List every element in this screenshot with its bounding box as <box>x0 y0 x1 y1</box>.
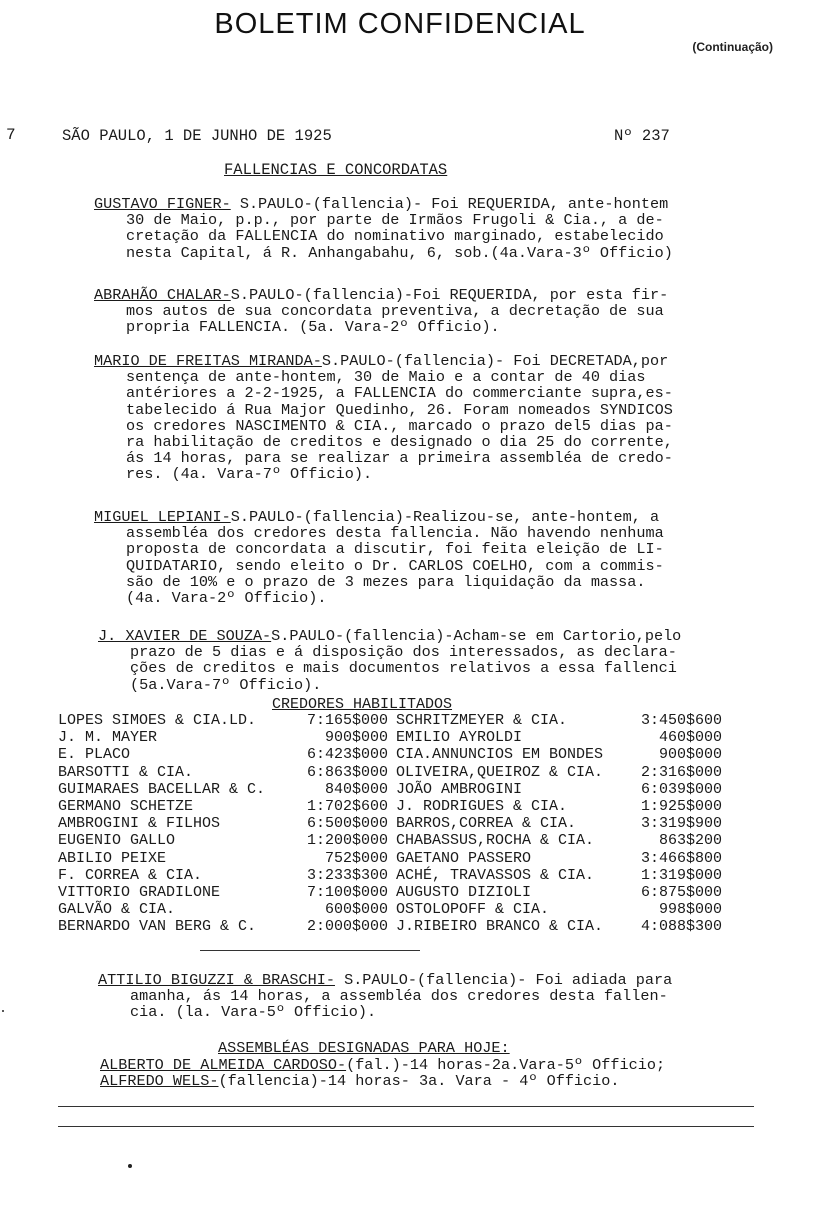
creditor-name: BERNARDO VAN BERG & C. <box>58 918 257 936</box>
creditor-name: CIA.ANNUNCIOS EM BONDES <box>396 746 604 764</box>
assembly-detail: (fallencia)-14 horas- 3a. Vara - 4º Officio. <box>218 1072 620 1091</box>
entry-line: S.PAULO-(fallencia)- Foi DECRETADA,por <box>321 352 669 370</box>
creditor-amount: 6:500$000 <box>306 815 388 833</box>
creditors-table <box>58 712 722 936</box>
entry-line: (4a. Vara-2º Officio). <box>126 589 327 608</box>
creditor-row <box>58 832 722 849</box>
entry-line: S.PAULO-(fallencia)-Foi REQUERIDA, por esta fir- <box>230 286 669 304</box>
creditor-amount: 752$000 <box>324 849 388 867</box>
creditor-row <box>58 884 722 901</box>
entry-line: (5a.Vara-7º Officio). <box>130 675 322 694</box>
masthead-title: BOLETIM CONFIDENCIAL <box>214 8 586 40</box>
creditor-row <box>58 798 722 815</box>
entry-mario-de-freitas-miranda <box>94 353 673 483</box>
creditor-amount: 3:233$300 <box>306 866 388 884</box>
creditor-amount: 863$200 <box>658 832 722 850</box>
divider-bottom-1 <box>58 1106 754 1107</box>
entry-line: S.PAULO-(fallencia)- Foi adiada para <box>334 971 673 989</box>
creditor-name: E. PLACO <box>58 746 131 764</box>
creditor-amount: 1:200$000 <box>306 832 388 850</box>
entry-line: sentença de ante-hontem, 30 de Maio e a contar de 40 dias <box>126 368 646 387</box>
entry-line: os credores NASCIMENTO & CIA., marcado o prazo del5 dias pa- <box>126 416 673 435</box>
creditor-row <box>58 918 722 935</box>
assembly-name: ALBERTO DE ALMEIDA CARDOSO- <box>100 1056 347 1074</box>
entry-miguel-lepiani <box>94 509 664 606</box>
entry-line: nesta Capital, á R. Anhangabahu, 6, sob.(4a.Vara-3º Officio) <box>126 243 673 262</box>
entry-line: mos autos de sua concordata preventiva, a decretação de sua <box>126 302 664 321</box>
entry-line: antériores a 2-2-1925, a FALLENCIA do commerciante supra,es- <box>126 384 673 403</box>
entry-line: assembléa dos credores desta fallencia. Não havendo nenhuma <box>126 524 664 543</box>
creditor-name: OLIVEIRA,QUEIROZ & CIA. <box>396 763 604 781</box>
divider-bottom-2 <box>58 1126 754 1127</box>
entry-line: S.PAULO-(fallencia)-Acham-se em Cartorio,pelo <box>271 627 682 645</box>
creditor-amount: 460$000 <box>658 729 722 747</box>
creditor-name: EUGENIO GALLO <box>58 832 176 850</box>
entry-heading: GUSTAVO FIGNER- <box>94 195 231 213</box>
creditor-row <box>58 781 722 798</box>
creditor-name: GERMANO SCHETZE <box>58 798 194 816</box>
creditor-row <box>58 712 722 729</box>
creditor-amount: 6:875$000 <box>640 884 722 902</box>
entry-heading: MIGUEL LEPIANI- <box>94 508 231 526</box>
entry-line: tabelecido á Rua Major Quedinho, 26. Foram nomeados SYNDICOS <box>126 400 673 419</box>
entry-line: ra habilitação de creditos e designado o dia 25 do corrente, <box>126 433 673 452</box>
entry-line: são de 10% e o prazo de 3 mezes para liquidação da massa. <box>126 572 646 591</box>
creditor-row <box>58 901 722 918</box>
creditor-name: J. RODRIGUES & CIA. <box>396 798 568 816</box>
entry-line: proposta de concordata a discutir, foi feita eleição de LI- <box>126 540 664 559</box>
creditor-row <box>58 850 722 867</box>
creditor-amount: 900$000 <box>658 746 722 764</box>
creditor-amount: 840$000 <box>324 780 388 798</box>
creditor-name: AUGUSTO DIZIOLI <box>396 884 532 902</box>
entry-heading: ABRAHÃO CHALAR- <box>94 286 231 304</box>
creditor-name: GALVÃO & CIA. <box>58 901 176 919</box>
entry-line: cia. (la. Vara-5º Officio). <box>130 1003 377 1022</box>
creditor-name: CHABASSUS,ROCHA & CIA. <box>396 832 595 850</box>
creditor-name: OSTOLOPOFF & CIA. <box>396 901 550 919</box>
issue-number: Nº 237 <box>614 127 670 145</box>
entry-line: ções de creditos e mais documentos relativos a essa fallenci <box>130 659 677 678</box>
ink-dot <box>2 1010 4 1012</box>
creditor-name: LOPES SIMOES & CIA.LD. <box>58 712 257 729</box>
entry-line: S.PAULO-(fallencia)-Realizou-se, ante-hontem, a <box>230 508 660 526</box>
creditor-amount: 2:000$000 <box>306 918 388 936</box>
creditor-row <box>58 867 722 884</box>
creditor-name: VITTORIO GRADILONE <box>58 884 221 902</box>
ink-dot <box>128 1164 132 1168</box>
entry-line: amanha, ás 14 horas, a assembléa dos credores desta fallen- <box>130 987 668 1006</box>
entry-abrahao-chalar <box>94 287 668 336</box>
creditor-amount: 6:423$000 <box>306 746 388 764</box>
creditor-name: GAETANO PASSERO <box>396 849 532 867</box>
entry-j-xavier-de-souza <box>98 628 681 693</box>
creditor-name: BARROS,CORREA & CIA. <box>396 815 577 833</box>
entry-heading: MARIO DE FREITAS MIRANDA- <box>94 352 322 370</box>
creditor-name: ABILIO PEIXE <box>58 849 167 867</box>
creditor-row <box>58 764 722 781</box>
creditor-name: AMBROGINI & FILHOS <box>58 815 221 833</box>
creditor-amount: 1:702$600 <box>306 798 388 816</box>
creditor-amount: 3:319$900 <box>640 815 722 833</box>
continuation-label: (Continuação) <box>692 40 773 54</box>
creditor-amount: 7:165$000 <box>306 712 388 729</box>
entry-line: prazo de 5 dias e á disposição dos interessados, as declara- <box>130 643 677 662</box>
assembly-name: ALFREDO WELS- <box>100 1072 219 1091</box>
creditors-title: CREDORES HABILITADOS <box>272 696 453 713</box>
entry-line: ás 14 horas, para se realizar a primeira assembléa de credo- <box>126 449 673 468</box>
creditor-row <box>58 729 722 746</box>
creditor-amount: 3:466$800 <box>640 849 722 867</box>
section-title: FALLENCIAS E CONCORDATAS <box>224 161 448 179</box>
assemblies-title: ASSEMBLÉAS DESIGNADAS PARA HOJE: <box>218 1039 510 1057</box>
entry-line: propria FALLENCIA. (5a. Vara-2º Officio). <box>126 318 500 337</box>
creditor-row <box>58 746 722 763</box>
assembly-detail: (fal.)-14 horas-2a.Vara-5º Officio; <box>346 1056 666 1074</box>
creditor-row <box>58 815 722 832</box>
creditor-name: EMILIO AYROLDI <box>396 729 523 747</box>
creditor-amount: 3:450$600 <box>640 712 722 729</box>
creditor-name: JOÃO AMBROGINI <box>396 780 523 798</box>
creditor-name: J. M. MAYER <box>58 729 158 747</box>
divider-short <box>200 950 420 951</box>
creditor-amount: 4:088$300 <box>640 918 722 936</box>
creditor-name: ACHÉ, TRAVASSOS & CIA. <box>396 866 595 884</box>
creditor-amount: 1:319$000 <box>640 866 722 884</box>
creditor-name: J.RIBEIRO BRANCO & CIA. <box>396 918 604 936</box>
creditor-amount: 7:100$000 <box>306 884 388 902</box>
creditor-amount: 600$000 <box>324 901 388 919</box>
creditor-amount: 900$000 <box>324 729 388 747</box>
entry-line: res. (4a. Vara-7º Officio). <box>126 465 373 484</box>
entry-line: 30 de Maio, p.p., por parte de Irmãos Frugoli & Cia., a de- <box>126 211 664 230</box>
creditor-amount: 6:039$000 <box>640 780 722 798</box>
creditor-name: GUIMARAES BACELLAR & C. <box>58 780 266 798</box>
creditor-name: BARSOTTI & CIA. <box>58 763 194 781</box>
creditor-name: F. CORREA & CIA. <box>58 866 203 884</box>
creditor-amount: 998$000 <box>658 901 722 919</box>
entry-gustavo-figner <box>94 196 673 261</box>
dateline: SÃO PAULO, 1 DE JUNHO DE 1925 <box>62 127 332 145</box>
creditor-amount: 2:316$000 <box>640 763 722 781</box>
margin-mark: 7 <box>6 126 16 144</box>
entry-line: S.PAULO-(fallencia)- Foi REQUERIDA, ante-hontem <box>230 195 669 213</box>
assembly-list <box>100 1057 665 1089</box>
creditor-amount: 1:925$000 <box>640 798 722 816</box>
creditor-amount: 6:863$000 <box>306 763 388 781</box>
creditor-name: SCHRITZMEYER & CIA. <box>396 712 568 729</box>
entry-attilio-biguzzi <box>98 972 672 1021</box>
entry-line: QUIDATARIO, sendo eleito o Dr. CARLOS COELHO, com a commis- <box>126 556 664 575</box>
entry-heading: ATTILIO BIGUZZI & BRASCHI- <box>98 971 335 989</box>
entry-heading: J. XAVIER DE SOUZA- <box>98 627 272 645</box>
entry-line: cretação da FALLENCIA do nominativo marginado, estabelecido <box>126 227 664 246</box>
